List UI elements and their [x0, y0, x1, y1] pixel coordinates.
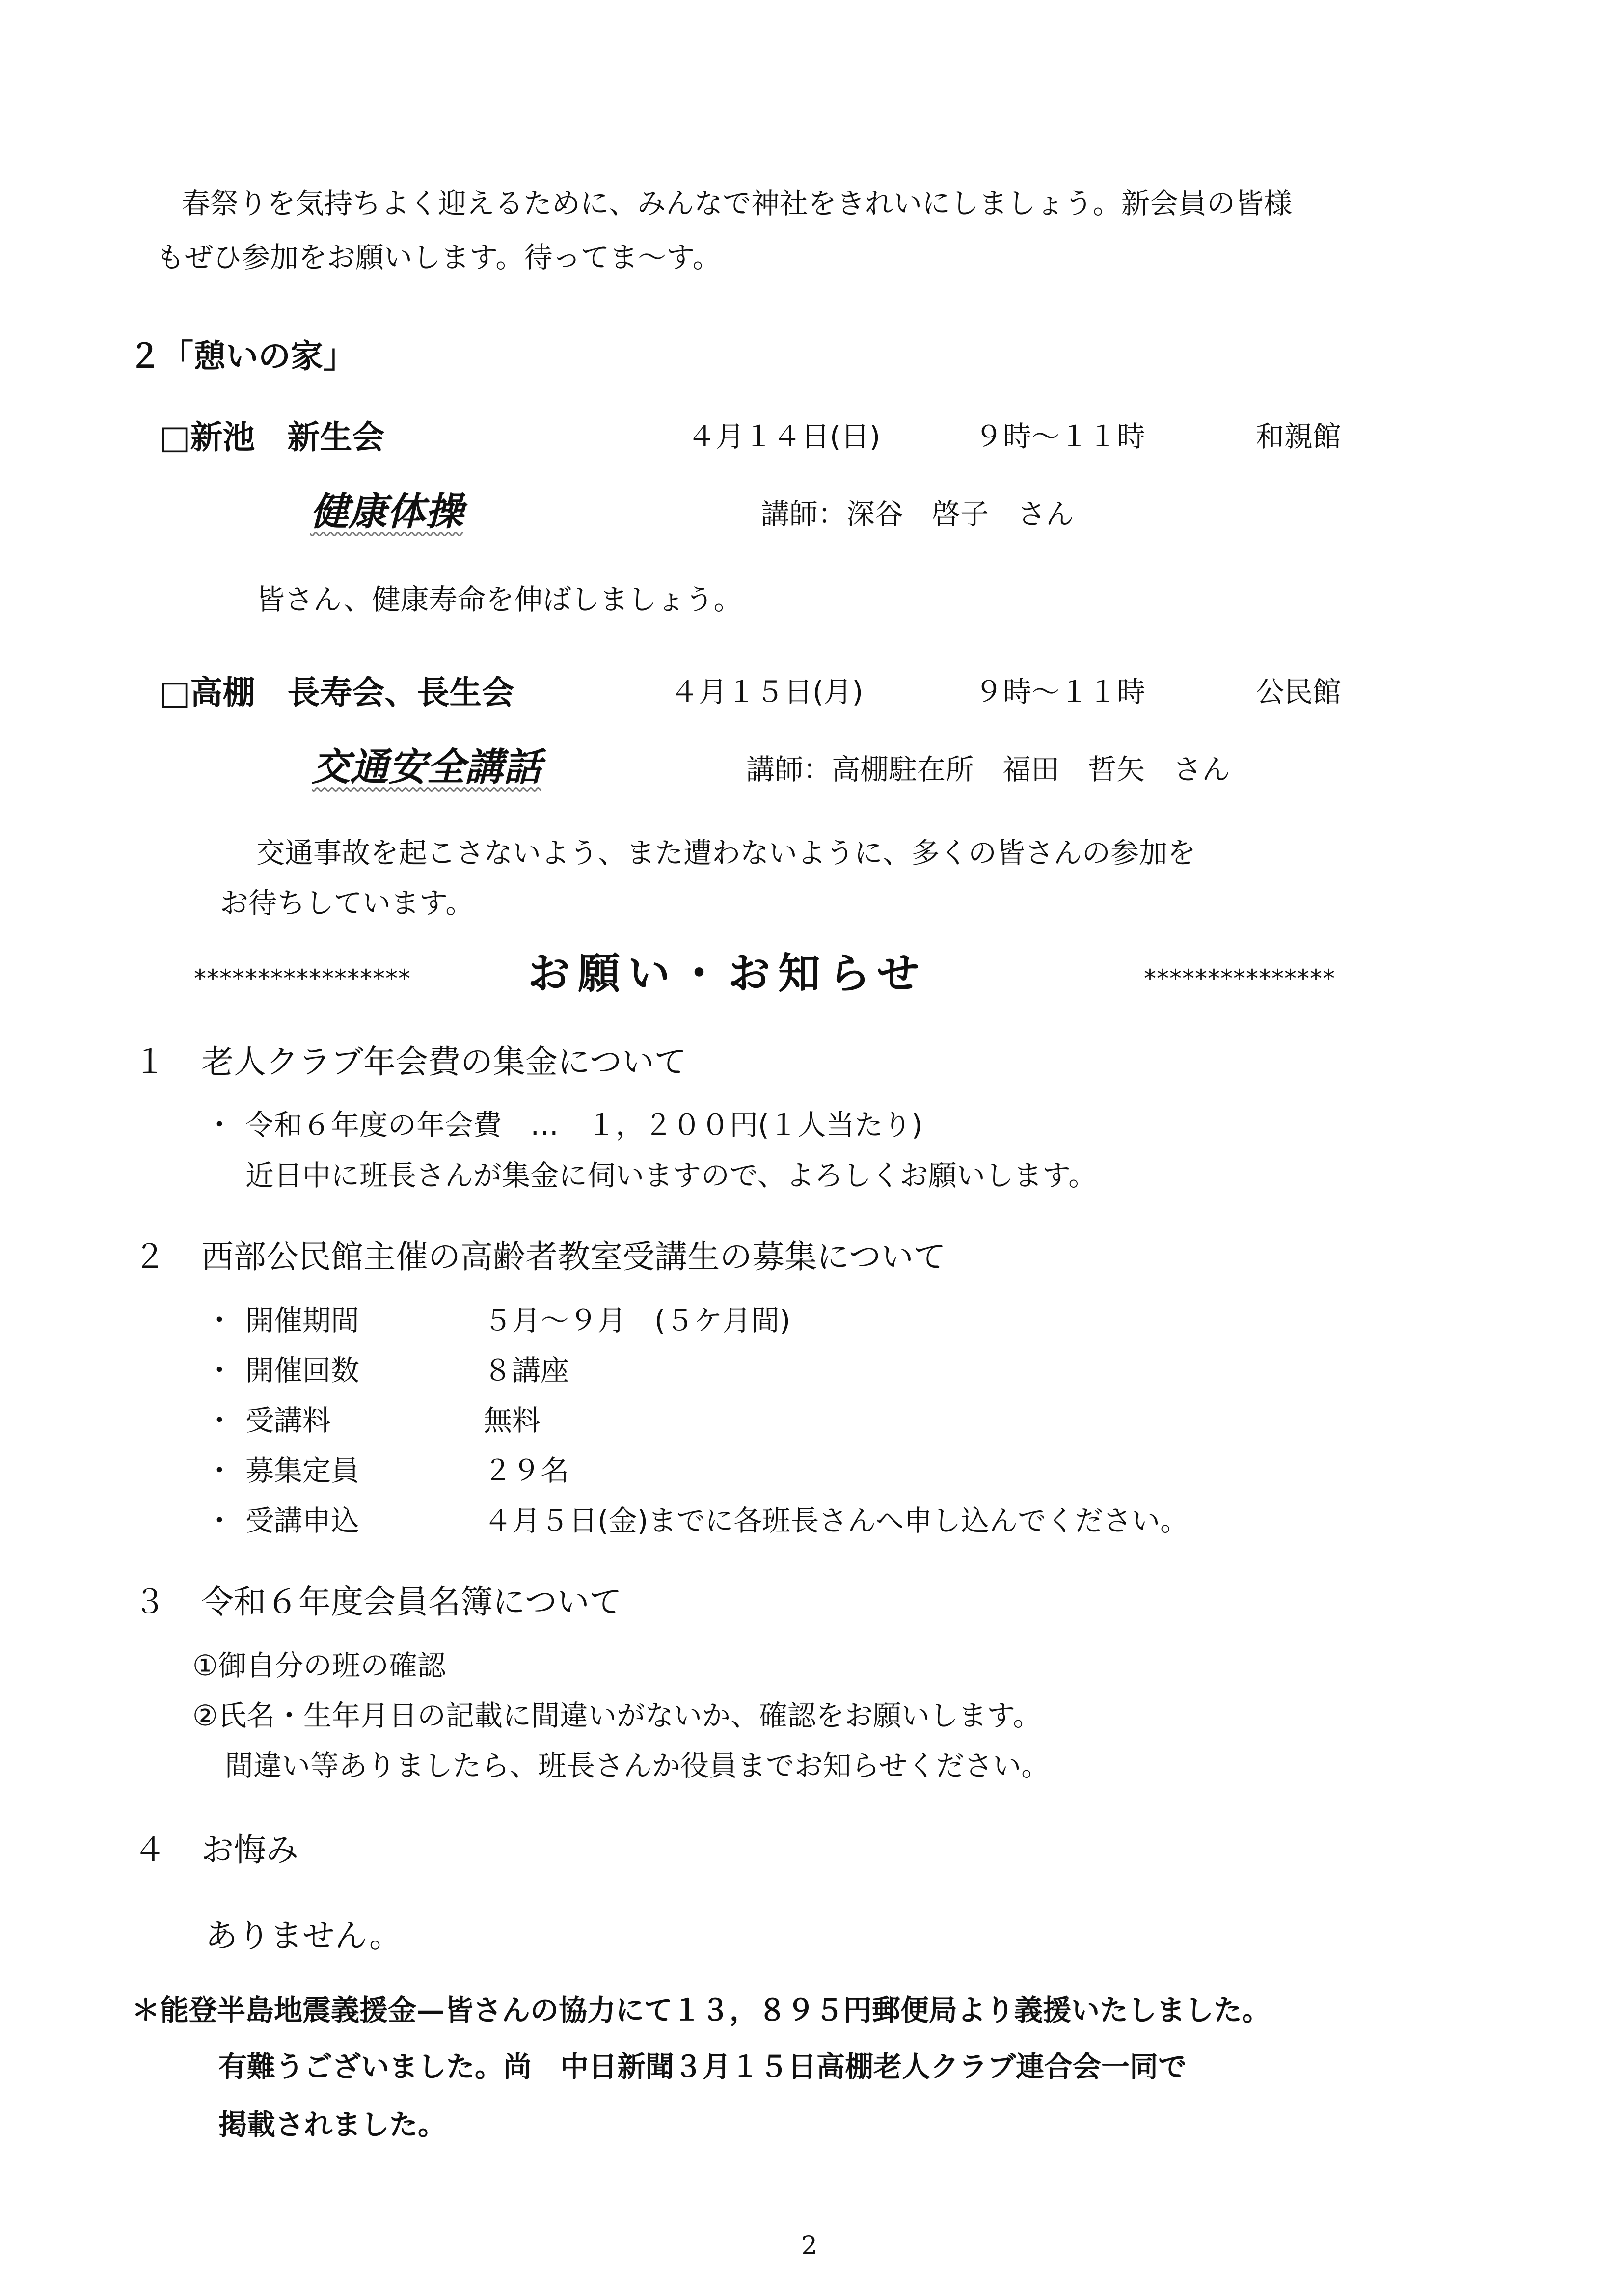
item2-row-label: 募集定員: [245, 1454, 360, 1487]
donation-line-2: 有難うございました。尚 中日新聞３月１５日高棚老人クラブ連合会一同で: [218, 2050, 1187, 2083]
item4-number: ４: [134, 1831, 166, 1869]
section-title: ２「憩いの家」: [129, 337, 355, 375]
event2-topic: 交通安全講話: [312, 745, 542, 790]
item1-title: 老人クラブ年会費の集金について: [201, 1043, 687, 1081]
item1-number: １: [134, 1043, 166, 1081]
item2-row-label: 受講料: [245, 1404, 331, 1437]
item4-title: お悔み: [201, 1831, 298, 1869]
stars-left: *****************: [194, 964, 411, 993]
item2-title: 西部公民館主催の高齢者教室受講生の募集について: [201, 1238, 946, 1276]
event1-date: ４月１４日(日): [687, 420, 881, 453]
item2-row-value: ２９名: [484, 1454, 569, 1487]
donation-line-1: ＊能登半島地震義援金—皆さんの協力にて１３，８９５円郵便局より義援いたしました。: [132, 1994, 1271, 2027]
item2-row-bullet: ・: [205, 1304, 234, 1337]
intro-line-2: もぜひ参加をお願いします。待ってま〜す。: [156, 241, 721, 274]
item2-row-label: 開催期間: [245, 1304, 360, 1337]
item3-number: ３: [134, 1583, 166, 1621]
donation-line-3: 掲載されました。: [218, 2108, 447, 2141]
item3-line-2: ②氏名・生年月日の記載に間違いがないか、確認をお願いします。: [192, 1699, 1042, 1732]
event1-place: □新池 新生会: [160, 418, 385, 456]
item2-row-bullet: ・: [205, 1504, 234, 1537]
item2-number: ２: [134, 1238, 166, 1276]
item1-line-2: 近日中に班長さんが集金に伺いますので、よろしくお願いします。: [245, 1159, 1097, 1192]
item2-row-value: ５月〜９月 (５ケ月間): [484, 1304, 791, 1337]
item2-row-bullet: ・: [205, 1354, 234, 1387]
item2-row-value: ８講座: [484, 1354, 569, 1387]
stars-right: ***************: [1144, 964, 1335, 993]
event1-lecturer: 講師：深谷 啓子 さん: [761, 497, 1075, 531]
page-number: 2: [801, 2231, 818, 2261]
event2-venue: 公民館: [1256, 675, 1342, 709]
notice-heading: お願い・お知らせ: [528, 949, 927, 998]
event2-date: ４月１５日(月): [670, 675, 864, 709]
event2-lecturer: 講師：高棚駐在所 福田 哲矢 さん: [746, 753, 1231, 786]
event2-place: □高棚 長寿会、長生会: [160, 674, 514, 711]
event2-time: ９時〜１１時: [974, 675, 1146, 709]
event1-venue: 和親館: [1256, 420, 1342, 453]
event2-note-line-2: お待ちしています。: [220, 886, 474, 920]
event1-time: ９時〜１１時: [974, 420, 1146, 453]
intro-line-1: 春祭りを気持ちよく迎えるために、みんなで神社をきれいにしましょう。新会員の皆様: [182, 187, 1293, 220]
item2-row-label: 開催回数: [245, 1354, 360, 1387]
item4-body: ありません。: [205, 1917, 402, 1955]
item1-bullet: ・: [205, 1108, 234, 1142]
event1-note: 皆さん、健康寿命を伸ばしましょう。: [256, 583, 742, 616]
event1-topic: 健康体操: [310, 490, 464, 534]
item3-title: 令和６年度会員名簿について: [201, 1583, 622, 1621]
item3-line-3: 間違い等ありましたら、班長さんか役員までお知らせください。: [225, 1749, 1050, 1782]
item2-row-bullet: ・: [205, 1404, 234, 1437]
item2-row-label: 受講申込: [245, 1504, 360, 1537]
item2-row-value: ４月５日(金)までに各班長さんへ申し込んでください。: [484, 1504, 1189, 1537]
item2-row-value: 無料: [484, 1404, 541, 1437]
item2-row-bullet: ・: [205, 1454, 234, 1487]
event2-note-line-1: 交通事故を起こさないよう、また遭わないように、多くの皆さんの参加を: [256, 836, 1196, 870]
item3-line-1: ①御自分の班の確認: [192, 1649, 446, 1682]
item1-line-1: 令和６年度の年会費 … １，２００円(１人当たり): [245, 1108, 923, 1142]
